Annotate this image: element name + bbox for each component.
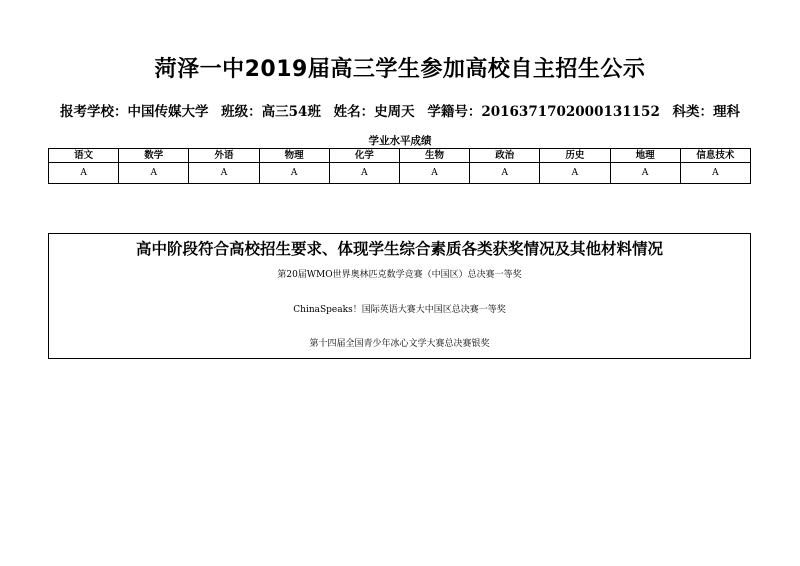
subject-grade: A bbox=[49, 163, 119, 184]
subject-grade: A bbox=[540, 163, 610, 184]
subject-grade: A bbox=[610, 163, 680, 184]
student-info-line bbox=[0, 100, 800, 120]
subject-header: 语文 bbox=[49, 149, 119, 163]
scores-header-row bbox=[49, 149, 751, 163]
awards-box bbox=[48, 233, 751, 359]
awards-heading: 高中阶段符合高校招生要求、体现学生综合素质各类获奖情况及其他材料情况 bbox=[135, 239, 663, 258]
subject-grade: A bbox=[470, 163, 540, 184]
subject-category: 科类：理科 bbox=[672, 104, 741, 120]
award-item: 第20届WMO世界奥林匹克数学竞赛（中国区）总决赛一等奖 bbox=[277, 270, 522, 280]
applied-school: 报考学校：中国传媒大学 bbox=[59, 104, 209, 120]
subject-header: 数学 bbox=[119, 149, 189, 163]
scores-value-row bbox=[49, 163, 751, 184]
subject-header: 外语 bbox=[189, 149, 259, 163]
subject-header: 政治 bbox=[470, 149, 540, 163]
student-id: 学籍号：2016371702000131152 bbox=[427, 104, 660, 120]
subject-header: 历史 bbox=[540, 149, 610, 163]
subject-header: 信息技术 bbox=[680, 149, 750, 163]
subject-grade: A bbox=[329, 163, 399, 184]
student-class: 班级：高三54班 bbox=[221, 104, 321, 120]
subject-header: 化学 bbox=[329, 149, 399, 163]
scores-table bbox=[48, 148, 751, 184]
student-name: 姓名：史周天 bbox=[333, 104, 415, 120]
subject-grade: A bbox=[259, 163, 329, 184]
award-item: 第十四届全国青少年冰心文学大赛总决赛银奖 bbox=[309, 339, 490, 349]
subject-grade: A bbox=[399, 163, 469, 184]
subject-header: 生物 bbox=[399, 149, 469, 163]
subject-grade: A bbox=[189, 163, 259, 184]
award-item: ChinaSpeaks！国际英语大赛大中国区总决赛一等奖 bbox=[293, 305, 506, 315]
subject-grade: A bbox=[119, 163, 189, 184]
subject-header: 地理 bbox=[610, 149, 680, 163]
subject-grade: A bbox=[680, 163, 750, 184]
subject-header: 物理 bbox=[259, 149, 329, 163]
page-title: 菏泽一中2019届高三学生参加高校自主招生公示 bbox=[154, 57, 646, 82]
scores-caption: 学业水平成绩 bbox=[368, 135, 432, 147]
